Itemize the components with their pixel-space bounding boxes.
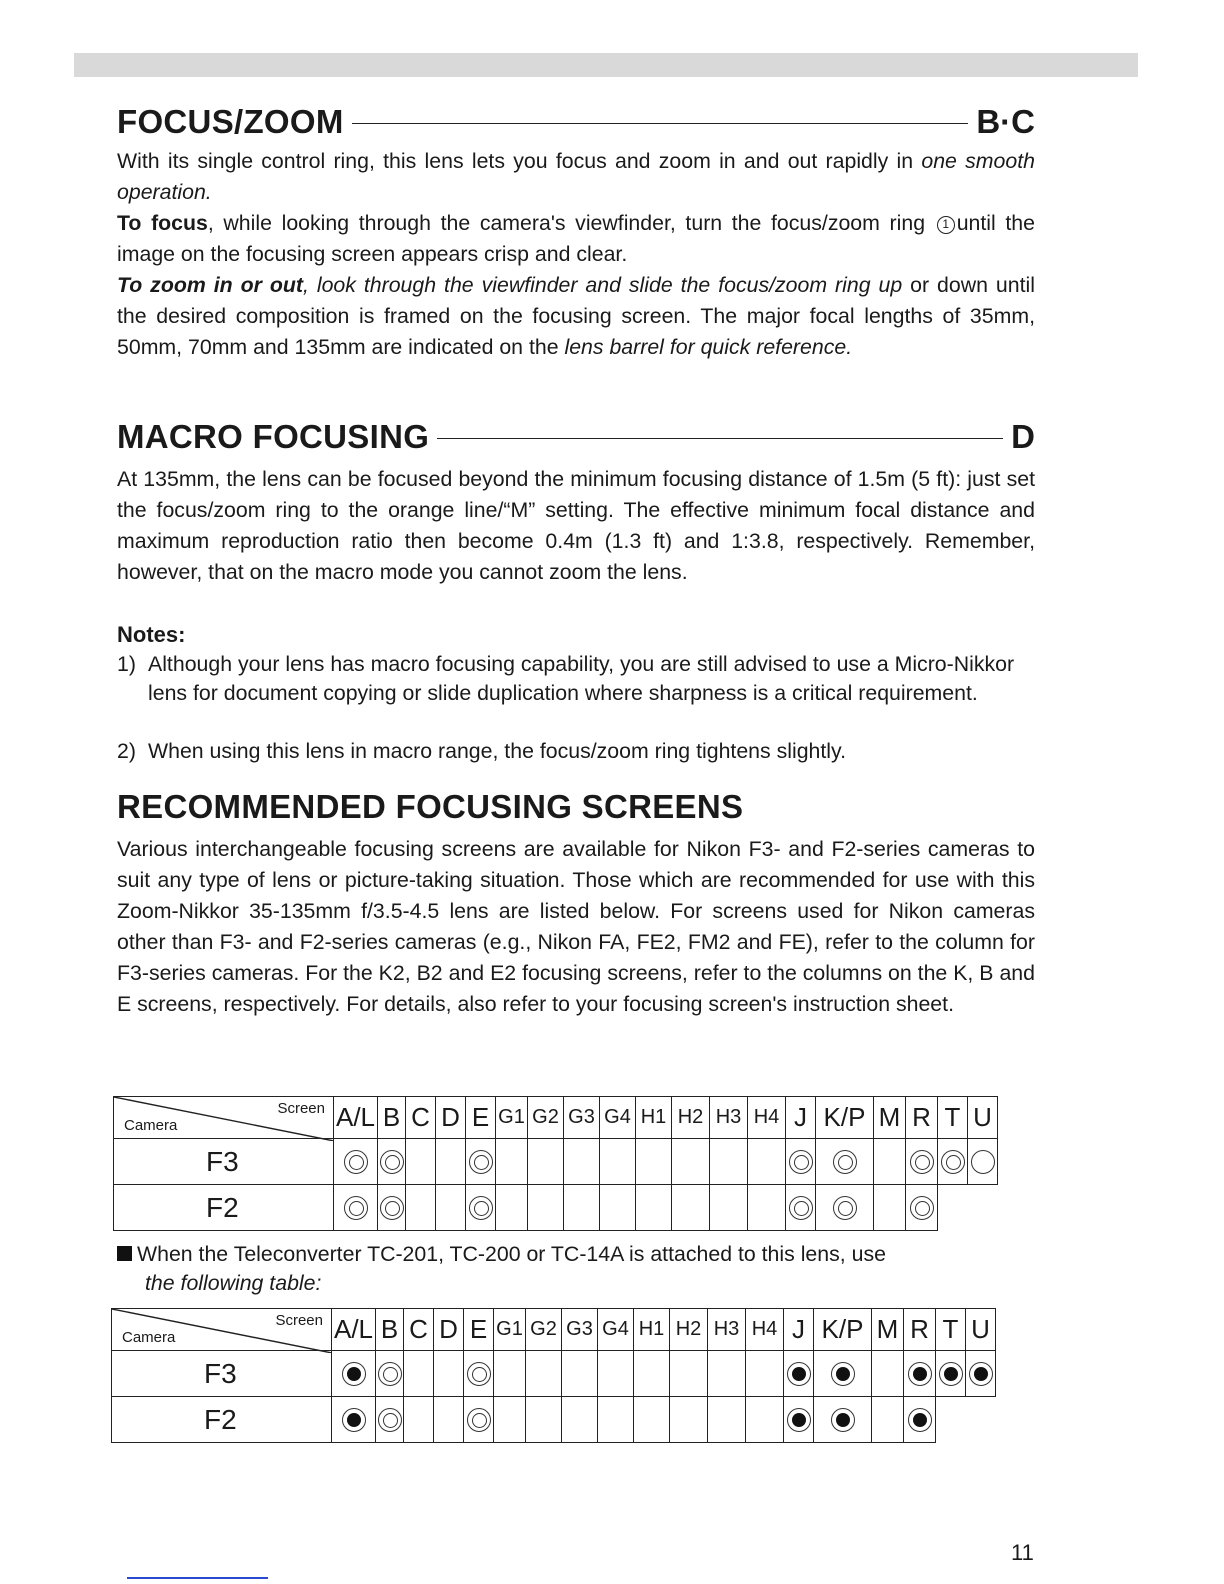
screen-cell <box>600 1139 636 1185</box>
camera-name-cell: F3 <box>112 1351 332 1397</box>
double-circle-icon <box>469 1150 493 1174</box>
note-number: 2) <box>117 739 136 763</box>
macro-text: At 135mm, the lens can be focused beyond the minimum focusing distance of 1.5m (5 ft): just set the focus/zoom ring to the orange line/“M” setting. The effective minimum focal distance and maximum reproduction ratio then become 0.4m (1.3 ft) and 1:3.8, respectively. Remember, however, that on the macro mode you cannot zoom the lens. <box>117 467 1035 584</box>
screen-column-header: D <box>436 1097 466 1139</box>
double-circle-icon <box>910 1196 934 1220</box>
top-scan-bar <box>74 53 1138 77</box>
solid-dot-icon <box>342 1408 366 1432</box>
screen-cell <box>814 1351 872 1397</box>
camera-name-cell: F2 <box>114 1185 334 1231</box>
screen-cell <box>334 1185 378 1231</box>
screen-cell <box>494 1397 526 1443</box>
screen-label: Screen <box>277 1100 325 1117</box>
screen-cell <box>404 1397 434 1443</box>
screen-cell <box>378 1185 406 1231</box>
screen-cell <box>562 1351 598 1397</box>
teleconverter-note <box>117 1240 1035 1298</box>
table-row <box>112 1397 996 1443</box>
open-circle-icon <box>971 1150 995 1174</box>
double-circle-icon <box>344 1196 368 1220</box>
page-number: 11 <box>1011 1540 1034 1565</box>
screen-column-header: G2 <box>528 1097 564 1139</box>
screen-cell <box>672 1185 710 1231</box>
screen-cell <box>334 1139 378 1185</box>
screen-column-header: H3 <box>708 1309 746 1351</box>
bullet-text-italic: the following table: <box>145 1271 322 1295</box>
screen-column-header: E <box>466 1097 496 1139</box>
empty-cell <box>966 1397 996 1443</box>
screen-cell <box>526 1397 562 1443</box>
screen-column-header: H1 <box>636 1097 672 1139</box>
screen-column-header: T <box>938 1097 968 1139</box>
screen-column-header: E <box>464 1309 494 1351</box>
double-circle-icon <box>380 1150 404 1174</box>
screen-cell <box>786 1139 816 1185</box>
screen-cell <box>434 1351 464 1397</box>
screen-column-header: G4 <box>598 1309 634 1351</box>
bold-lead: To zoom in or out <box>117 273 303 297</box>
screen-cell <box>814 1397 872 1443</box>
double-circle-icon <box>378 1362 402 1386</box>
note-text: Although your lens has macro focusing capability, you are still advised to use a Micro-Nikkor lens for document copying or slide duplication where sharpness is a critical requirement. <box>148 652 1015 705</box>
screen-cell <box>564 1185 600 1231</box>
screens-text: Various interchangeable focusing screens are available for Nikon F3- and F2-series cameras to suit any type of lens or picture-taking situation. Those which are recommended for use with this Zoom-Nikkor 35-135mm f/3.5-4.5 lens are listed below. For screens used for Nikon cameras other than F3- and F2-series cameras (e.g., Nikon FA, FE2, FM2 and FE), refer to the column for F3-series cameras. For the K2, B2 and E2 focusing screens, refer to the columns on the K, B and E screens, respectively. For details, also refer to your focusing screen's instruction sheet. <box>117 837 1035 1016</box>
screen-cell <box>636 1139 672 1185</box>
screen-column-header: G3 <box>562 1309 598 1351</box>
screen-column-header: R <box>904 1309 936 1351</box>
screen-cell <box>904 1397 936 1443</box>
screen-column-header: M <box>872 1309 904 1351</box>
screen-cell <box>528 1185 564 1231</box>
solid-dot-icon <box>831 1408 855 1432</box>
solid-dot-icon <box>939 1362 963 1386</box>
screen-column-header: M <box>874 1097 906 1139</box>
paragraph-text: or down until the desired composition is framed on the focusing screen. The major focal lengths of 35mm, 50mm, 70mm and 135mm are indicated on the <box>117 273 1035 359</box>
screen-cell <box>562 1397 598 1443</box>
screen-cell <box>404 1351 434 1397</box>
screen-column-header: B <box>378 1097 406 1139</box>
screen-column-header: A/L <box>332 1309 376 1351</box>
screen-column-header: C <box>404 1309 434 1351</box>
screen-cell <box>746 1397 784 1443</box>
double-circle-icon <box>910 1150 934 1174</box>
screen-cell <box>784 1397 814 1443</box>
double-circle-icon <box>789 1196 813 1220</box>
solid-dot-icon <box>908 1362 932 1386</box>
screen-cell <box>938 1139 968 1185</box>
double-circle-icon <box>467 1362 491 1386</box>
empty-cell <box>938 1185 968 1231</box>
screen-column-header: H2 <box>670 1309 708 1351</box>
table-row <box>112 1351 996 1397</box>
screen-column-header: K/P <box>816 1097 874 1139</box>
note-item <box>117 737 1035 766</box>
screen-cell <box>906 1185 938 1231</box>
section-tag: D <box>1011 418 1035 455</box>
double-circle-icon <box>378 1408 402 1432</box>
screen-cell <box>406 1139 436 1185</box>
double-circle-icon <box>469 1196 493 1220</box>
screen-cell <box>968 1139 998 1185</box>
screen-cell <box>600 1185 636 1231</box>
double-circle-icon <box>344 1150 368 1174</box>
screen-column-header: B <box>376 1309 404 1351</box>
double-circle-icon <box>380 1196 404 1220</box>
screen-cell <box>634 1351 670 1397</box>
table-row <box>114 1185 998 1231</box>
screen-cell <box>672 1139 710 1185</box>
screen-cell <box>464 1397 494 1443</box>
paragraph-text: , while looking through the camera's viewfinder, turn the focus/zoom ring <box>207 211 926 235</box>
table-corner-cell <box>114 1097 334 1139</box>
screen-column-header: G1 <box>496 1097 528 1139</box>
screen-cell <box>710 1139 748 1185</box>
screen-column-header: D <box>434 1309 464 1351</box>
camera-label: Camera <box>124 1117 178 1134</box>
screen-cell <box>464 1351 494 1397</box>
screen-cell <box>670 1351 708 1397</box>
screen-table-1 <box>113 1096 998 1231</box>
screen-cell <box>904 1351 936 1397</box>
screen-cell <box>332 1351 376 1397</box>
screen-cell <box>874 1185 906 1231</box>
notes-title: Notes: <box>117 622 186 647</box>
bullet-text: When the Teleconverter TC-201, TC-200 or TC-14A is attached to this lens, use <box>137 1242 886 1266</box>
screen-cell <box>564 1139 600 1185</box>
screen-cell <box>332 1397 376 1443</box>
double-circle-icon <box>941 1150 965 1174</box>
paragraph-text-italic: lens barrel for quick reference. <box>564 335 853 359</box>
section-heading: FOCUS/ZOOM <box>117 103 344 140</box>
screen-cell <box>872 1397 904 1443</box>
screen-cell <box>528 1139 564 1185</box>
screen-column-header: J <box>784 1309 814 1351</box>
screen-cell <box>906 1139 938 1185</box>
screen-column-header: G1 <box>494 1309 526 1351</box>
screen-column-header: H1 <box>634 1309 670 1351</box>
screen-column-header: C <box>406 1097 436 1139</box>
screen-column-header: T <box>936 1309 966 1351</box>
screen-cell <box>466 1139 496 1185</box>
solid-dot-icon <box>831 1362 855 1386</box>
screen-column-header: H4 <box>748 1097 786 1139</box>
focus-zoom-text <box>117 146 1035 363</box>
screen-cell <box>496 1185 528 1231</box>
square-bullet-icon <box>117 1246 132 1261</box>
screen-column-header: A/L <box>334 1097 378 1139</box>
screen-cell <box>966 1351 996 1397</box>
circled-number-icon: 1 <box>937 216 955 234</box>
screen-cell <box>526 1351 562 1397</box>
screen-cell <box>436 1185 466 1231</box>
note-item <box>117 650 1035 708</box>
screen-cell <box>598 1351 634 1397</box>
screen-cell <box>376 1397 404 1443</box>
screen-column-header: G2 <box>526 1309 562 1351</box>
screen-cell <box>466 1185 496 1231</box>
screen-label: Screen <box>275 1312 323 1329</box>
empty-cell <box>968 1185 998 1231</box>
screen-column-header: U <box>966 1309 996 1351</box>
heading-rule <box>352 123 969 124</box>
note-number: 1) <box>117 652 136 676</box>
screen-column-header: G4 <box>600 1097 636 1139</box>
screen-cell <box>670 1397 708 1443</box>
screen-cell <box>710 1185 748 1231</box>
screen-cell <box>494 1351 526 1397</box>
double-circle-icon <box>833 1150 857 1174</box>
bold-lead: To focus <box>117 211 208 235</box>
paragraph-text-italic: one smooth operation. <box>117 149 1035 204</box>
section-heading: RECOMMENDED FOCUSING SCREENS <box>117 788 744 825</box>
empty-cell <box>936 1397 966 1443</box>
paragraph-text: With its single control ring, this lens lets you focus and zoom in and out rapidly in <box>117 149 914 173</box>
screen-cell <box>634 1397 670 1443</box>
screen-column-header: U <box>968 1097 998 1139</box>
section-tag: B·C <box>976 103 1035 140</box>
link-underline <box>127 1577 268 1579</box>
paragraph-text-italic: , look through the viewfinder and slide the focus/zoom ring up <box>302 273 903 297</box>
screen-column-header: K/P <box>814 1309 872 1351</box>
screen-cell <box>496 1139 528 1185</box>
screen-cell <box>598 1397 634 1443</box>
screen-cell <box>872 1351 904 1397</box>
screen-cell <box>434 1397 464 1443</box>
solid-dot-icon <box>787 1408 811 1432</box>
screen-cell <box>636 1185 672 1231</box>
double-circle-icon <box>833 1196 857 1220</box>
camera-name-cell: F2 <box>112 1397 332 1443</box>
screen-table-2 <box>111 1308 996 1443</box>
solid-dot-icon <box>969 1362 993 1386</box>
screen-cell <box>376 1351 404 1397</box>
screen-cell <box>708 1397 746 1443</box>
solid-dot-icon <box>342 1362 366 1386</box>
section-heading: MACRO FOCUSING <box>117 418 430 455</box>
screen-column-header: G3 <box>564 1097 600 1139</box>
screen-column-header: R <box>906 1097 938 1139</box>
heading-rule <box>437 438 1003 439</box>
double-circle-icon <box>467 1408 491 1432</box>
macro-heading-row <box>117 418 1035 456</box>
screen-cell <box>936 1351 966 1397</box>
screen-column-header: H3 <box>710 1097 748 1139</box>
screen-cell <box>786 1185 816 1231</box>
table-header-row <box>114 1097 998 1139</box>
camera-name-cell: F3 <box>114 1139 334 1185</box>
screen-cell <box>708 1351 746 1397</box>
screen-column-header: H2 <box>672 1097 710 1139</box>
screen-cell <box>378 1139 406 1185</box>
screen-cell <box>436 1139 466 1185</box>
table-header-row <box>112 1309 996 1351</box>
screen-cell <box>748 1185 786 1231</box>
screen-cell <box>816 1185 874 1231</box>
screen-column-header: H4 <box>746 1309 784 1351</box>
table-corner-cell <box>112 1309 332 1351</box>
double-circle-icon <box>789 1150 813 1174</box>
focus-zoom-heading-row <box>117 103 1035 141</box>
solid-dot-icon <box>787 1362 811 1386</box>
screen-cell <box>406 1185 436 1231</box>
screen-cell <box>874 1139 906 1185</box>
solid-dot-icon <box>908 1408 932 1432</box>
table-row <box>114 1139 998 1185</box>
screens-heading-row <box>117 788 1035 826</box>
note-text: When using this lens in macro range, the focus/zoom ring tightens slightly. <box>148 739 847 763</box>
screen-cell <box>816 1139 874 1185</box>
screen-column-header: J <box>786 1097 816 1139</box>
screen-cell <box>784 1351 814 1397</box>
camera-label: Camera <box>122 1329 176 1346</box>
screen-cell <box>748 1139 786 1185</box>
screen-cell <box>746 1351 784 1397</box>
paragraph-text: until the image on the focusing screen appears crisp and clear. <box>117 211 1035 266</box>
